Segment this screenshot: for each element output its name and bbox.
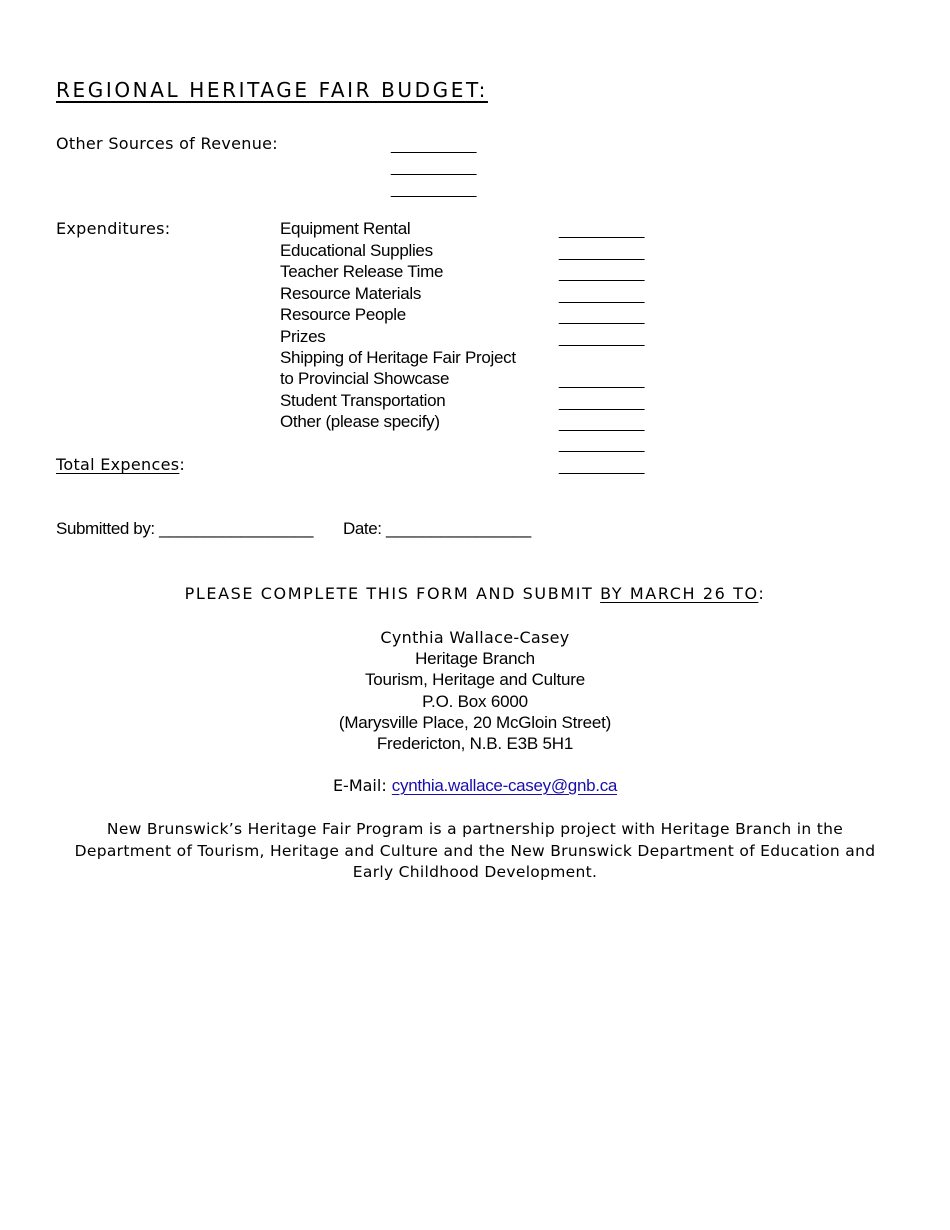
address-po-box: P.O. Box 6000: [422, 692, 528, 711]
expense-item-shipping-line-1: Shipping of Heritage Fair Project: [280, 348, 516, 367]
footer-line-3: Early Childhood Development.: [352, 863, 598, 881]
expense-blank-equipment-rental[interactable]: __________: [559, 222, 644, 239]
expense-item-other: Other (please specify): [280, 412, 440, 431]
total-label-text: Total Expences: [56, 455, 180, 474]
expense-item-teacher-release-time: Teacher Release Time: [280, 262, 444, 281]
expense-item-prizes: Prizes: [280, 327, 326, 346]
expense-blank-resource-people[interactable]: __________: [559, 308, 644, 325]
revenue-blank-1[interactable]: __________: [391, 137, 476, 154]
expense-blank-student-transportation[interactable]: __________: [559, 394, 644, 411]
expense-item-shipping-line-2: to Provincial Showcase: [280, 369, 450, 388]
expense-item-equipment-rental: Equipment Rental: [280, 219, 411, 238]
expense-blank-educational-supplies[interactable]: __________: [559, 244, 644, 261]
address-street: (Marysville Place, 20 McGloin Street): [338, 713, 612, 732]
total-label: [56, 455, 185, 474]
revenue-blank-2[interactable]: __________: [391, 159, 476, 176]
expense-blank-shipping[interactable]: __________: [559, 372, 644, 389]
revenue-label: Other Sources of Revenue:: [56, 134, 278, 153]
instructions-prefix: PLEASE COMPLETE THIS FORM AND SUBMIT: [184, 584, 601, 603]
expense-blank-teacher-release-time[interactable]: __________: [559, 265, 644, 282]
footer-line-1: New Brunswick’s Heritage Fair Program is a partnership project with Heritage Branch in the: [106, 820, 844, 838]
address-city: Fredericton, N.B. E3B 5H1: [376, 734, 574, 753]
instructions-suffix: :: [758, 584, 766, 603]
revenue-blank-3[interactable]: __________: [391, 181, 476, 198]
address-department: Tourism, Heritage and Culture: [364, 670, 586, 689]
page-title: REGIONAL HERITAGE FAIR BUDGET:: [56, 78, 488, 102]
instructions-deadline: BY MARCH 26 TO: [600, 584, 759, 603]
expense-blank-other[interactable]: __________: [559, 415, 644, 432]
expense-item-student-transportation: Student Transportation: [280, 391, 446, 410]
expense-item-resource-people: Resource People: [280, 305, 406, 324]
email-line: [0, 776, 950, 796]
date-field[interactable]: Date: ________________: [343, 519, 531, 538]
total-label-colon: :: [179, 455, 186, 474]
address-name: Cynthia Wallace-Casey: [380, 628, 570, 647]
expense-item-educational-supplies: Educational Supplies: [280, 241, 433, 260]
expenditures-label: Expenditures:: [56, 219, 171, 238]
address-branch: Heritage Branch: [415, 649, 535, 668]
submit-instructions: [0, 584, 950, 603]
footer-line-2: Department of Tourism, Heritage and Culture and the New Brunswick Department of Education and: [74, 842, 876, 860]
expense-item-resource-materials: Resource Materials: [280, 284, 422, 303]
expense-blank-other-extra[interactable]: __________: [559, 436, 644, 453]
email-link[interactable]: cynthia.wallace-casey@gnb.ca: [391, 776, 618, 795]
submitted-by-field[interactable]: Submitted by: _________________: [56, 519, 313, 538]
total-blank[interactable]: __________: [559, 458, 644, 475]
expense-blank-prizes[interactable]: __________: [559, 330, 644, 347]
email-label: E-Mail:: [332, 776, 392, 795]
expense-blank-resource-materials[interactable]: __________: [559, 287, 644, 304]
